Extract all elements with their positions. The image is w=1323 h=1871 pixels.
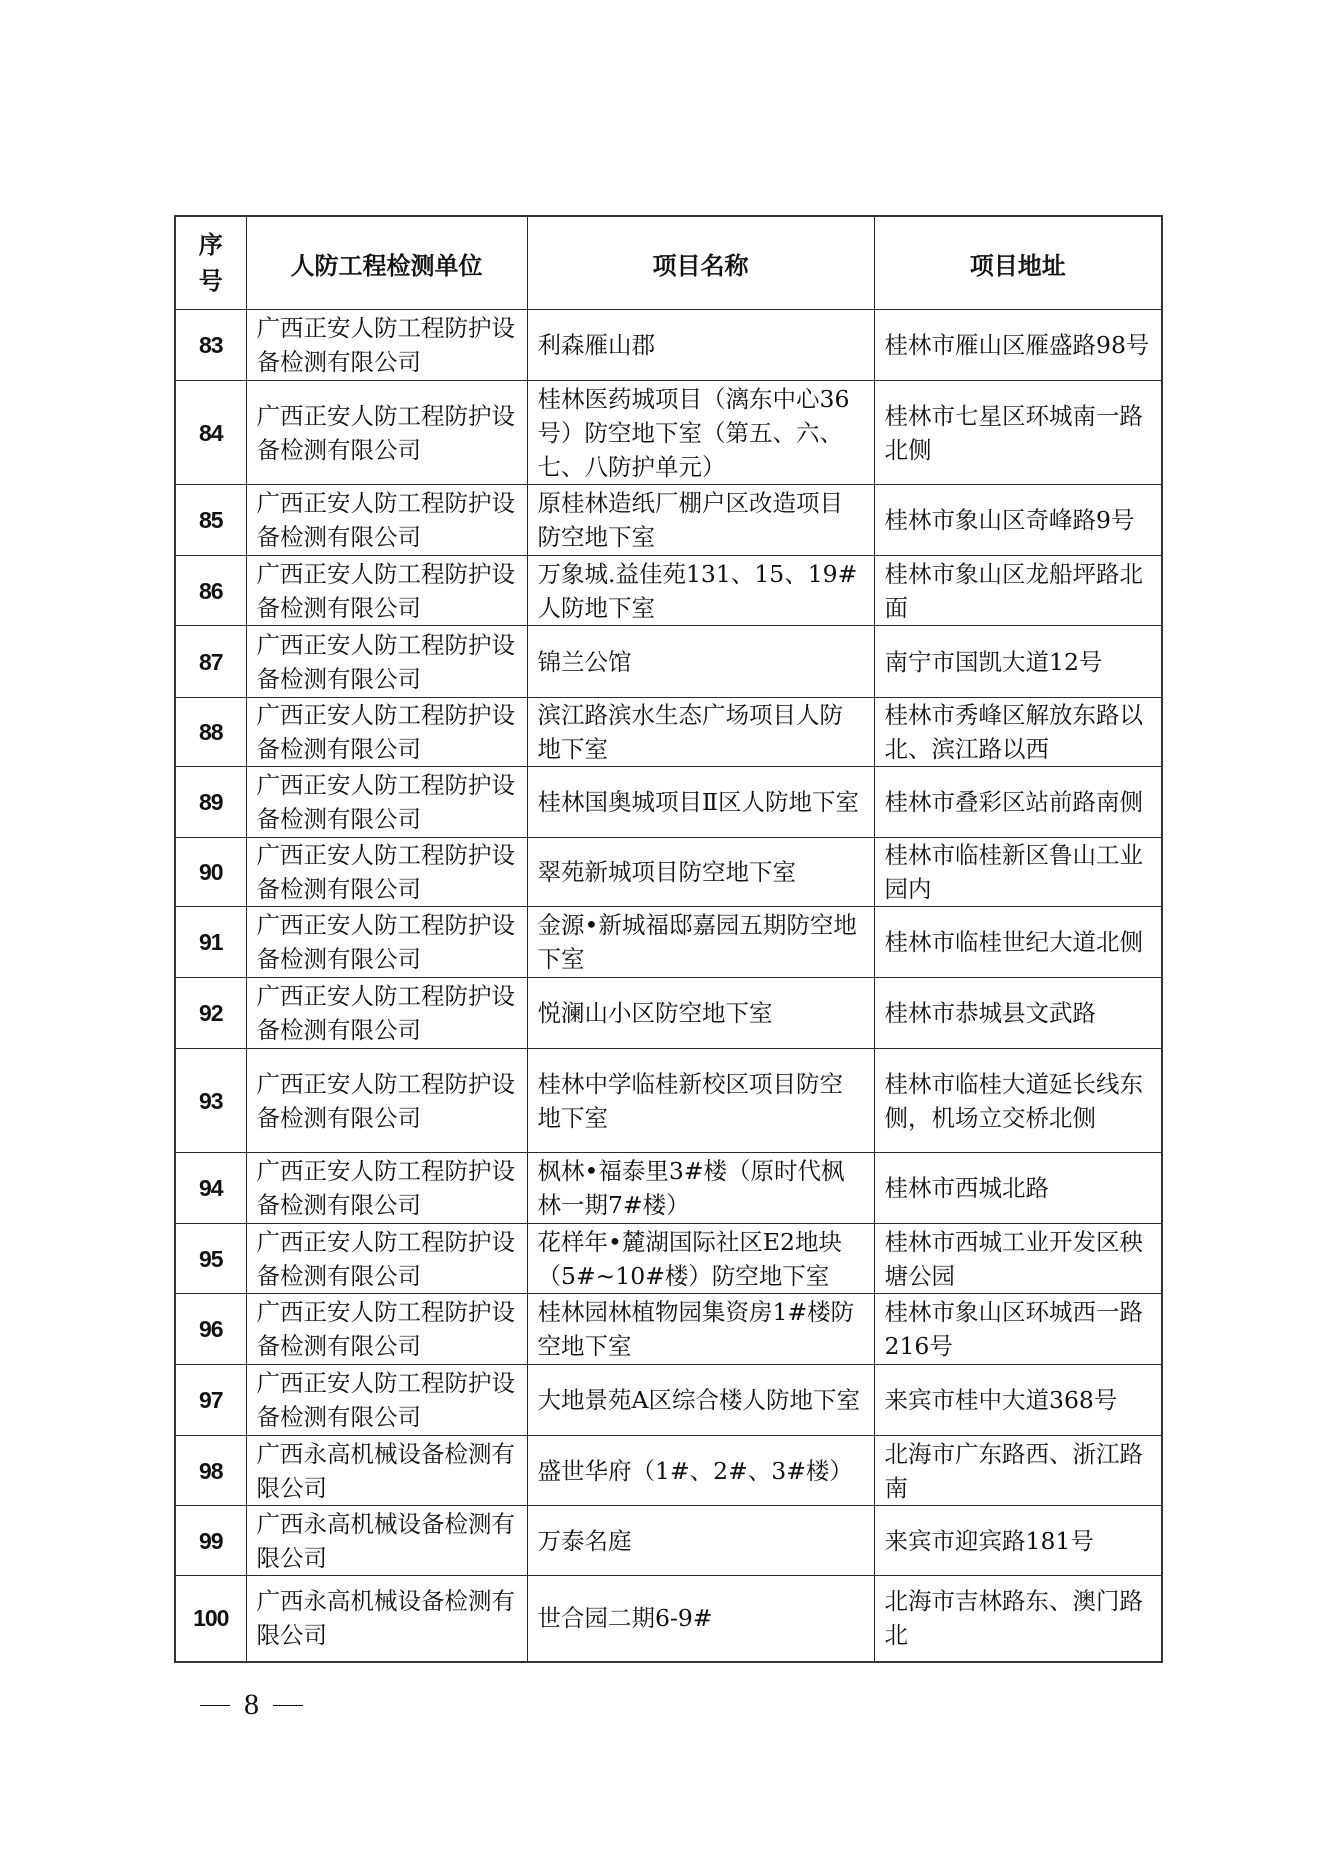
cell-seq: 84 [175, 381, 246, 485]
cell-seq: 94 [175, 1153, 246, 1224]
cell-unit: 广西正安人防工程防护设备检测有限公司 [246, 838, 527, 907]
table-row [175, 698, 1162, 767]
project-table [174, 215, 1163, 1663]
cell-project-name: 桂林园林植物园集资房1#楼防空地下室 [527, 1294, 874, 1365]
cell-unit: 广西正安人防工程防护设备检测有限公司 [246, 381, 527, 485]
table-body [175, 310, 1162, 1662]
cell-project-name: 桂林中学临桂新校区项目防空地下室 [527, 1049, 874, 1153]
table-row [175, 838, 1162, 907]
table-row [175, 1153, 1162, 1224]
cell-unit: 广西正安人防工程防护设备检测有限公司 [246, 1365, 527, 1436]
cell-seq: 95 [175, 1224, 246, 1294]
cell-unit: 广西正安人防工程防护设备检测有限公司 [246, 1153, 527, 1224]
table-header-row [175, 216, 1162, 310]
cell-seq: 100 [175, 1576, 246, 1662]
cell-project-name: 滨江路滨水生态广场项目人防地下室 [527, 698, 874, 767]
page-number-value: 8 [244, 1688, 259, 1721]
dash-left [200, 1705, 230, 1706]
cell-seq: 88 [175, 698, 246, 767]
cell-unit: 广西永高机械设备检测有限公司 [246, 1436, 527, 1506]
table-row [175, 381, 1162, 485]
table-row [175, 1365, 1162, 1436]
cell-project-name: 利森雁山郡 [527, 310, 874, 381]
cell-seq: 93 [175, 1049, 246, 1153]
cell-project-name: 金源•新城福邸嘉园五期防空地下室 [527, 907, 874, 978]
cell-project-name: 花样年•麓湖国际社区E2地块（5#~10#楼）防空地下室 [527, 1224, 874, 1294]
cell-project-address: 桂林市雁山区雁盛路98号 [874, 310, 1162, 381]
header-name: 项目名称 [527, 216, 874, 310]
cell-seq: 92 [175, 978, 246, 1049]
table-row [175, 1294, 1162, 1365]
cell-unit: 广西正安人防工程防护设备检测有限公司 [246, 978, 527, 1049]
table-row [175, 1224, 1162, 1294]
cell-project-name: 悦澜山小区防空地下室 [527, 978, 874, 1049]
cell-unit: 广西永高机械设备检测有限公司 [246, 1576, 527, 1662]
table-row [175, 485, 1162, 556]
cell-project-name: 原桂林造纸厂棚户区改造项目防空地下室 [527, 485, 874, 556]
cell-seq: 86 [175, 556, 246, 626]
table-row [175, 310, 1162, 381]
cell-project-address: 来宾市迎宾路181号 [874, 1506, 1162, 1576]
cell-unit: 广西正安人防工程防护设备检测有限公司 [246, 1294, 527, 1365]
cell-seq: 98 [175, 1436, 246, 1506]
cell-unit: 广西正安人防工程防护设备检测有限公司 [246, 698, 527, 767]
cell-project-name: 万象城.益佳苑131、15、19#人防地下室 [527, 556, 874, 626]
cell-seq: 96 [175, 1294, 246, 1365]
dash-right [273, 1705, 303, 1706]
cell-unit: 广西永高机械设备检测有限公司 [246, 1506, 527, 1576]
cell-project-name: 桂林国奥城项目Ⅱ区人防地下室 [527, 767, 874, 838]
cell-project-name: 枫林•福泰里3#楼（原时代枫林一期7#楼） [527, 1153, 874, 1224]
cell-project-address: 北海市吉林路东、澳门路北 [874, 1576, 1162, 1662]
cell-project-name: 翠苑新城项目防空地下室 [527, 838, 874, 907]
cell-seq: 91 [175, 907, 246, 978]
cell-unit: 广西正安人防工程防护设备检测有限公司 [246, 310, 527, 381]
cell-project-address: 南宁市国凯大道12号 [874, 626, 1162, 698]
table-row [175, 978, 1162, 1049]
cell-project-address: 桂林市象山区环城西一路216号 [874, 1294, 1162, 1365]
cell-project-address: 桂林市叠彩区站前路南侧 [874, 767, 1162, 838]
table-row [175, 1576, 1162, 1662]
cell-project-address: 来宾市桂中大道368号 [874, 1365, 1162, 1436]
cell-project-name: 大地景苑A区综合楼人防地下室 [527, 1365, 874, 1436]
table-row [175, 1436, 1162, 1506]
cell-unit: 广西正安人防工程防护设备检测有限公司 [246, 1224, 527, 1294]
header-address: 项目地址 [874, 216, 1162, 310]
cell-unit: 广西正安人防工程防护设备检测有限公司 [246, 767, 527, 838]
table-row [175, 767, 1162, 838]
cell-project-name: 世合园二期6-9# [527, 1576, 874, 1662]
cell-project-address: 桂林市临桂新区鲁山工业园内 [874, 838, 1162, 907]
cell-seq: 83 [175, 310, 246, 381]
cell-unit: 广西正安人防工程防护设备检测有限公司 [246, 1049, 527, 1153]
cell-project-address: 桂林市象山区龙船坪路北面 [874, 556, 1162, 626]
table-row [175, 556, 1162, 626]
cell-seq: 99 [175, 1506, 246, 1576]
cell-unit: 广西正安人防工程防护设备检测有限公司 [246, 626, 527, 698]
cell-project-address: 桂林市秀峰区解放东路以北、滨江路以西 [874, 698, 1162, 767]
cell-project-address: 北海市广东路西、浙江路南 [874, 1436, 1162, 1506]
cell-project-name: 万泰名庭 [527, 1506, 874, 1576]
table-row [175, 907, 1162, 978]
cell-project-name: 锦兰公馆 [527, 626, 874, 698]
cell-project-address: 桂林市临桂世纪大道北侧 [874, 907, 1162, 978]
cell-seq: 89 [175, 767, 246, 838]
cell-project-name: 盛世华府（1#、2#、3#楼） [527, 1436, 874, 1506]
cell-seq: 90 [175, 838, 246, 907]
cell-project-address: 桂林市临桂大道延长线东侧，机场立交桥北侧 [874, 1049, 1162, 1153]
cell-project-address: 桂林市西城北路 [874, 1153, 1162, 1224]
cell-project-name: 桂林医药城项目（漓东中心36号）防空地下室（第五、六、七、八防护单元） [527, 381, 874, 485]
page-number [200, 1688, 303, 1722]
header-unit: 人防工程检测单位 [246, 216, 527, 310]
cell-seq: 87 [175, 626, 246, 698]
cell-project-address: 桂林市象山区奇峰路9号 [874, 485, 1162, 556]
header-seq: 序号 [175, 216, 246, 310]
cell-seq: 85 [175, 485, 246, 556]
cell-unit: 广西正安人防工程防护设备检测有限公司 [246, 485, 527, 556]
cell-unit: 广西正安人防工程防护设备检测有限公司 [246, 907, 527, 978]
table-row [175, 1049, 1162, 1153]
cell-project-address: 桂林市七星区环城南一路北侧 [874, 381, 1162, 485]
cell-project-address: 桂林市恭城县文武路 [874, 978, 1162, 1049]
table-row [175, 626, 1162, 698]
cell-unit: 广西正安人防工程防护设备检测有限公司 [246, 556, 527, 626]
cell-seq: 97 [175, 1365, 246, 1436]
table-row [175, 1506, 1162, 1576]
cell-project-address: 桂林市西城工业开发区秧塘公园 [874, 1224, 1162, 1294]
